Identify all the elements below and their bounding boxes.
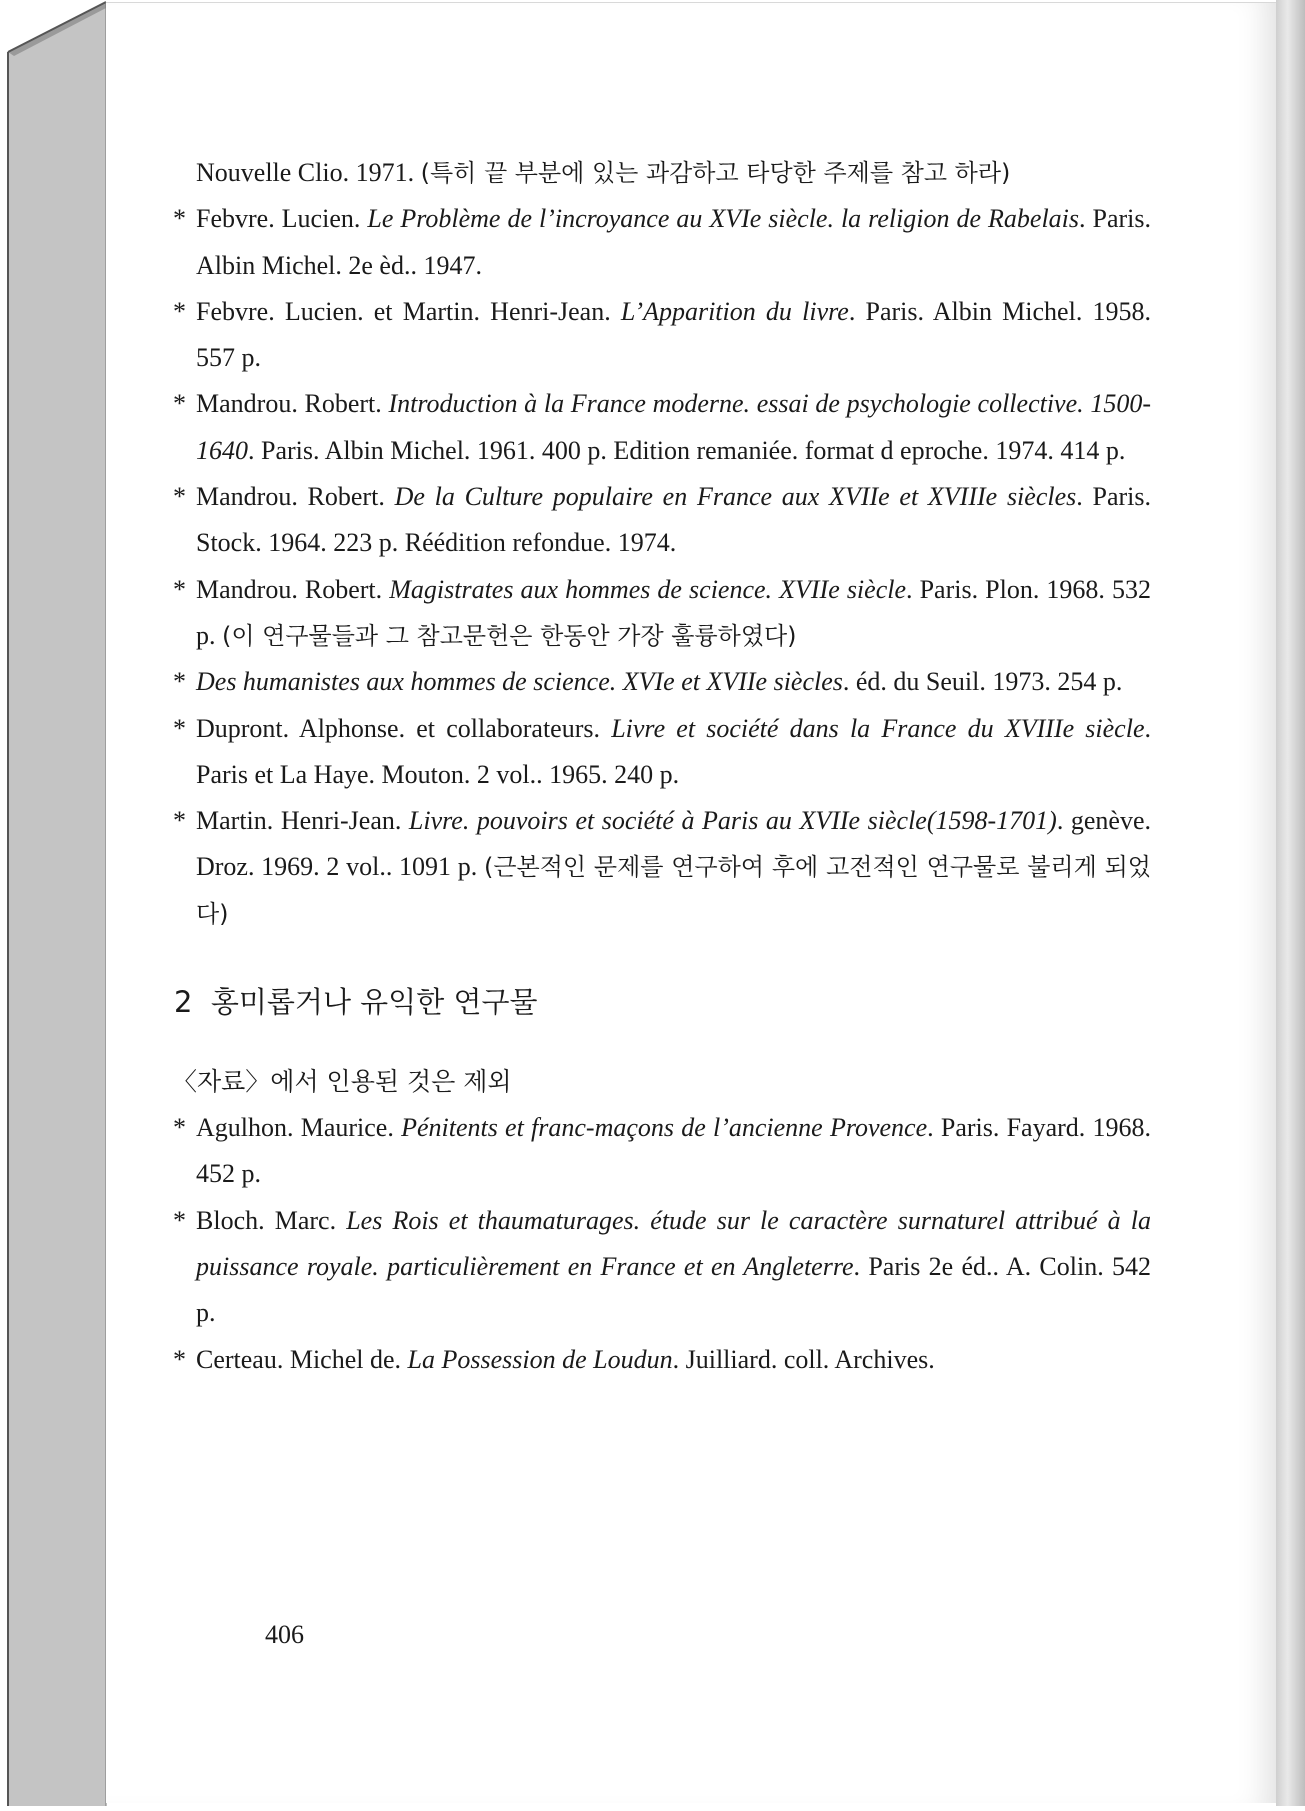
bibliography-entry bbox=[166, 1105, 1151, 1198]
continuation-entry bbox=[61, 150, 1151, 196]
bibliography-entry bbox=[166, 474, 1151, 567]
entry-publication: . éd. du Seuil. 1973. 254 p. bbox=[842, 667, 1123, 697]
entry-publication: . Paris et La Haye. Mouton. 2 vol.. 1965. 240 p. bbox=[196, 713, 1151, 789]
bibliography-entry bbox=[166, 196, 1151, 289]
bibliography-list-1 bbox=[166, 196, 1151, 937]
bullet-asterisk: * bbox=[173, 667, 186, 697]
entry-author: Dupront. Alphonse. et collaborateurs. bbox=[196, 713, 612, 743]
section-title: 홍미롭거나 유익한 연구물 bbox=[210, 985, 538, 1020]
bibliography-entry bbox=[166, 381, 1151, 474]
bibliography-entry bbox=[166, 798, 1151, 937]
bullet-asterisk: * bbox=[173, 713, 186, 743]
entry-author: Febvre. Lucien. et Martin. Henri-Jean. bbox=[196, 296, 621, 326]
entry-title: Les Rois et thaumaturages. étude sur le caractère surnaturel attribué à la puissance royale. particulièrement en France et en Angleterre bbox=[196, 1205, 1151, 1281]
entry-title: Livre et société dans la France du XVIIIe siècle bbox=[611, 713, 1145, 743]
bibliography-entry bbox=[166, 706, 1151, 799]
bibliography-list-2 bbox=[166, 1105, 1151, 1383]
entry-author: Febvre. Lucien. bbox=[196, 204, 368, 234]
entry-publication: . Paris. Plon. 1968. 532 p. bbox=[196, 574, 1151, 650]
bibliography-entry bbox=[166, 567, 1151, 660]
entry-publication: . Paris 2e éd.. A. Colin. 542 p. bbox=[196, 1251, 1152, 1328]
page-number: 406 bbox=[265, 1620, 304, 1649]
bullet-asterisk: * bbox=[173, 482, 186, 512]
bullet-asterisk: * bbox=[173, 389, 186, 419]
bibliography-entry bbox=[166, 659, 1151, 705]
section-note: 〈자료〉에서 인용된 것은 제외 bbox=[172, 1067, 512, 1097]
entry-note: (이 연구물들과 그 참고문헌은 한동안 가장 훌륭하였다) bbox=[222, 621, 797, 650]
entry-title: Introduction à la France moderne. essai de psychologie collective. 1500-1640 bbox=[196, 389, 1151, 465]
bullet-asterisk: * bbox=[173, 204, 186, 234]
section-heading bbox=[166, 979, 1151, 1025]
entry-author: Bloch. Marc. bbox=[196, 1205, 347, 1235]
entry-title: Pénitents et franc-maçons de l’ancienne Provence bbox=[401, 1113, 928, 1143]
entry-title: Des humanistes aux hommes de science. XVIe et XVIIe siècles bbox=[196, 667, 843, 697]
page-content bbox=[166, 150, 1151, 1383]
entry-title: Le Problème de l’incroyance au XVIe siècle. la religion de Rabelais bbox=[367, 204, 1080, 234]
entry-author: Martin. Henri-Jean. bbox=[196, 806, 409, 836]
entry-publication: . genève. Droz. 1969. 2 vol.. 1091 p. bbox=[196, 806, 1151, 882]
bullet-asterisk: * bbox=[173, 296, 186, 326]
bullet-asterisk: * bbox=[173, 1113, 186, 1143]
entry-title: L’Apparition du livre bbox=[620, 296, 849, 326]
bibliography-entry bbox=[166, 1337, 1151, 1383]
entry-author: Mandrou. Robert. bbox=[196, 389, 389, 419]
entry-publication: . Paris. Albin Michel. 1961. 400 p. Edition remaniée. format d eproche. 1974. 414 p. bbox=[248, 435, 1126, 465]
entry-note: (근본적인 문제를 연구하여 후에 고전적인 연구물로 불리게 되었다) bbox=[196, 853, 1151, 928]
entry-author: Agulhon. Maurice. bbox=[196, 1113, 402, 1143]
continuation-note: (특히 끝 부분에 있는 과감하고 타당한 주제를 참고 하라) bbox=[420, 159, 1011, 187]
entry-author: Mandrou. Robert. bbox=[196, 482, 395, 512]
entry-author: Certeau. Michel de. bbox=[196, 1344, 408, 1374]
entry-title: La Possession de Loudun bbox=[407, 1344, 673, 1374]
entry-publication: . Paris. Albin Michel. 2e èd.. 1947. bbox=[196, 204, 1152, 280]
entry-title: De la Culture populaire en France aux XVIIe et XVIIIe siècles bbox=[394, 482, 1077, 512]
bullet-asterisk: * bbox=[173, 574, 186, 604]
bullet-asterisk: * bbox=[173, 1205, 186, 1235]
entry-publication: . Juilliard. coll. Archives. bbox=[672, 1344, 935, 1374]
entry-publication: . Paris. Stock. 1964. 223 p. Réédition refondue. 1974. bbox=[196, 482, 1151, 558]
bibliography-entry bbox=[166, 1198, 1151, 1337]
entry-title: Livre. pouvoirs et société à Paris au XVIIe siècle(1598-1701) bbox=[408, 806, 1057, 836]
continuation-text: Nouvelle Clio. 1971. bbox=[196, 158, 421, 187]
bullet-asterisk: * bbox=[173, 806, 186, 836]
entry-publication: . Paris. Albin Michel. 1958. 557 p. bbox=[196, 296, 1152, 373]
section-number: 2 bbox=[174, 985, 193, 1020]
entry-author: Mandrou. Robert. bbox=[196, 574, 390, 604]
entry-title: Magistrates aux hommes de science. XVIIe siècle bbox=[389, 574, 907, 604]
bullet-asterisk: * bbox=[173, 1344, 186, 1374]
entry-publication: . Paris. Fayard. 1968. 452 p. bbox=[196, 1113, 1152, 1189]
bibliography-entry bbox=[166, 289, 1151, 382]
page-edge bbox=[1276, 0, 1305, 1806]
